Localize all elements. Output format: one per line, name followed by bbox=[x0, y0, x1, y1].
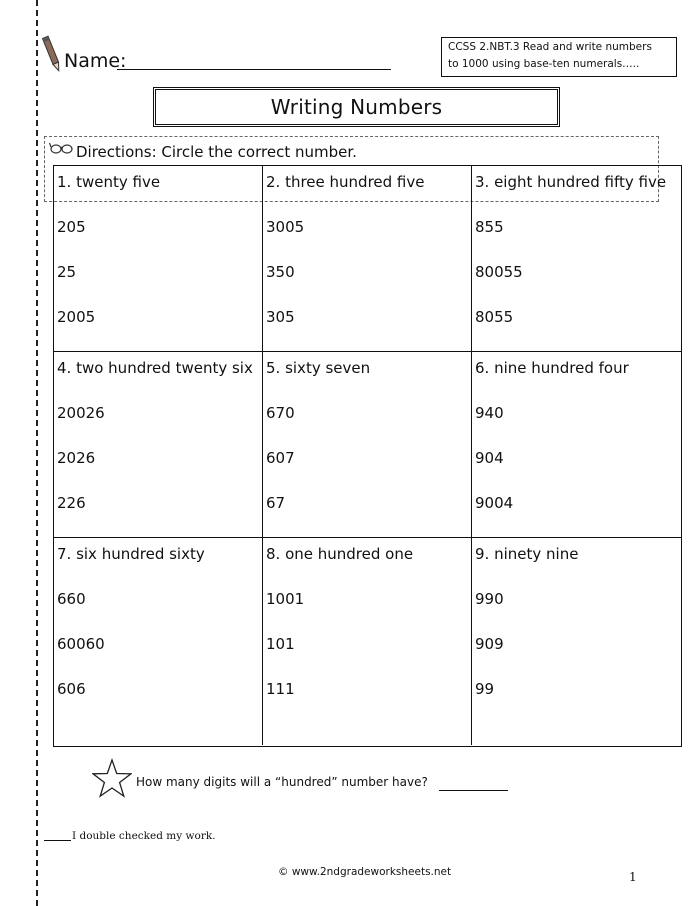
problem-prompt: 9. ninety nine bbox=[475, 545, 579, 563]
answer-choice[interactable]: 606 bbox=[57, 680, 86, 698]
check-statement: I double checked my work. bbox=[72, 830, 216, 842]
problem-prompt: 2. three hundred five bbox=[266, 173, 425, 191]
answer-choice[interactable]: 909 bbox=[475, 635, 504, 653]
answer-choice[interactable]: 67 bbox=[266, 494, 286, 512]
standard-box bbox=[441, 37, 677, 77]
problem-cell bbox=[472, 538, 681, 745]
glasses-icon bbox=[49, 141, 74, 155]
answer-choice[interactable]: 99 bbox=[475, 680, 495, 698]
answer-choice[interactable]: 8055 bbox=[475, 308, 514, 326]
answer-choice[interactable]: 1001 bbox=[266, 590, 305, 608]
answer-choice[interactable]: 20026 bbox=[57, 404, 105, 422]
problem-cell bbox=[472, 352, 681, 538]
problem-prompt: 8. one hundred one bbox=[266, 545, 414, 563]
answer-choice[interactable]: 101 bbox=[266, 635, 295, 653]
answer-choice[interactable]: 3005 bbox=[266, 218, 305, 236]
answer-choice[interactable]: 607 bbox=[266, 449, 295, 467]
answer-choice[interactable]: 940 bbox=[475, 404, 504, 422]
answer-choice[interactable]: 855 bbox=[475, 218, 504, 236]
problem-prompt: 6. nine hundred four bbox=[475, 359, 629, 377]
problem-prompt: 5. sixty seven bbox=[266, 359, 371, 377]
page-title: Writing Numbers bbox=[153, 87, 560, 127]
problem-cell bbox=[54, 352, 263, 538]
answer-choice[interactable]: 2005 bbox=[57, 308, 96, 326]
problem-cell bbox=[263, 166, 472, 352]
answer-choice[interactable]: 205 bbox=[57, 218, 86, 236]
answer-choice[interactable]: 80055 bbox=[475, 263, 523, 281]
problem-prompt: 1. twenty five bbox=[57, 173, 161, 191]
digits-question: How many digits will a “hundred” number have? bbox=[136, 775, 428, 789]
problem-cell bbox=[263, 538, 472, 745]
answer-choice[interactable]: 226 bbox=[57, 494, 86, 512]
directions: Directions: Circle the correct number. bbox=[76, 143, 357, 161]
problem-prompt: 4. two hundred twenty six bbox=[57, 359, 253, 377]
problem-prompt: 3. eight hundred fifty five bbox=[475, 173, 667, 191]
problem-cell bbox=[54, 538, 263, 745]
answer-choice[interactable]: 305 bbox=[266, 308, 295, 326]
answer-choice[interactable]: 2026 bbox=[57, 449, 96, 467]
problem-cell bbox=[472, 166, 681, 352]
name-label: Name: bbox=[64, 50, 127, 72]
name-field[interactable] bbox=[117, 69, 391, 70]
answer-choice[interactable]: 904 bbox=[475, 449, 504, 467]
answer-choice[interactable]: 670 bbox=[266, 404, 295, 422]
answer-choice[interactable]: 350 bbox=[266, 263, 295, 281]
check-field[interactable] bbox=[44, 840, 71, 841]
pencil-icon bbox=[42, 34, 62, 74]
problem-grid bbox=[53, 165, 682, 747]
problem-cell bbox=[54, 166, 263, 352]
copyright: © www.2ndgradeworksheets.net bbox=[278, 866, 452, 878]
problem-prompt: 7. six hundred sixty bbox=[57, 545, 205, 563]
answer-choice[interactable]: 660 bbox=[57, 590, 86, 608]
digits-answer-field[interactable] bbox=[439, 790, 508, 791]
standard-line-1: CCSS 2.NBT.3 Read and write numbers bbox=[448, 41, 652, 53]
answer-choice[interactable]: 990 bbox=[475, 590, 504, 608]
standard-line-2: to 1000 using base-ten numerals….. bbox=[448, 58, 640, 70]
problem-cell bbox=[263, 352, 472, 538]
answer-choice[interactable]: 25 bbox=[57, 263, 77, 281]
star-icon bbox=[92, 758, 132, 798]
answer-choice[interactable]: 111 bbox=[266, 680, 295, 698]
answer-choice[interactable]: 60060 bbox=[57, 635, 105, 653]
cut-line bbox=[36, 0, 38, 906]
answer-choice[interactable]: 9004 bbox=[475, 494, 514, 512]
page-number: 1 bbox=[629, 870, 637, 884]
